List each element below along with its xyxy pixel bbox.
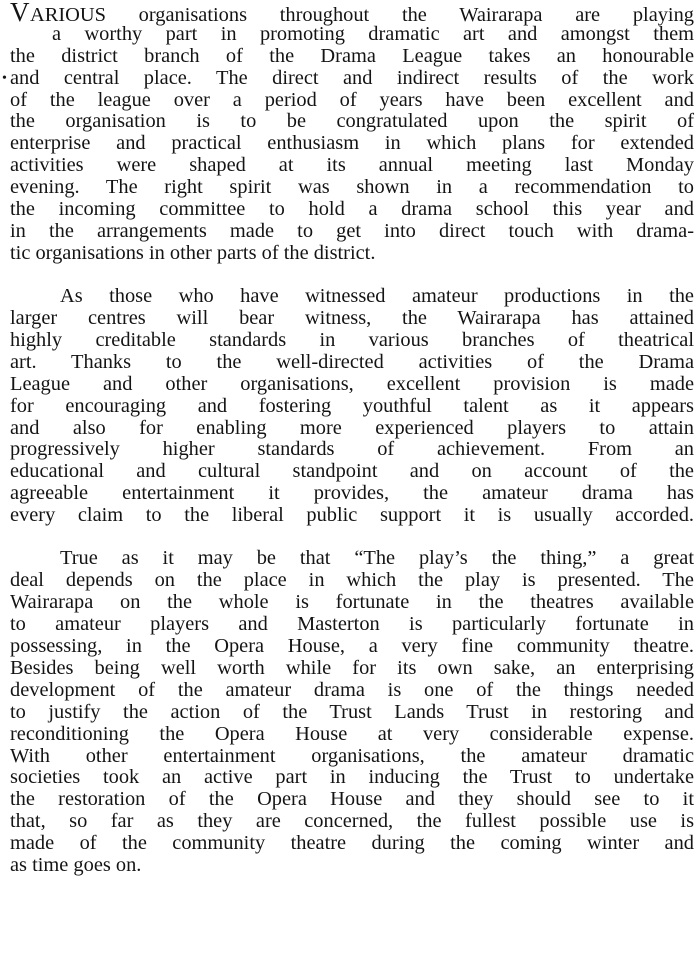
article-line: a worthy part in promoting dramatic art and amongst them [52, 22, 694, 45]
article-line: to amateur players and Masterton is particularly fortunate in [10, 613, 694, 636]
article-line: As those who have witnessed amateur productions in the [60, 285, 694, 308]
article-line: possessing, in the Opera House, a very fine community theatre. [10, 635, 694, 658]
article-line: the district branch of the Drama League takes an honourable [10, 44, 694, 67]
article-line: tic organisations in other parts of the district. [10, 241, 376, 264]
article-line: activities were shaped at its annual meeting last Monday [10, 154, 694, 177]
newspaper-article [2, 0, 694, 898]
article-line: reconditioning the Opera House at very considerable expense. [10, 722, 694, 745]
article-line: in the arrangements made to get into direct touch with drama- [10, 219, 694, 242]
article-line: every claim to the liberal public support it is usually accorded. [10, 504, 694, 527]
article-line: Besides being well worth while for its own sake, an enterprising [10, 656, 694, 679]
article-line: progressively higher standards of achievement. From an [10, 438, 694, 461]
article-line: Wairarapa on the whole is fortunate in the theatres available [10, 591, 694, 614]
article-line: the organisation is to be congratulated upon the spirit of [10, 110, 694, 133]
article-line: for encouraging and fostering youthful talent as it appears [10, 394, 694, 417]
article-line: evening. The right spirit was shown in a recommendation to [10, 176, 694, 199]
paragraph-2 [10, 286, 694, 527]
article-line: True as it may be that “The play’s the thing,” a great [60, 547, 694, 570]
article-line: societies took an active part in inducing the Trust to undertake [10, 766, 694, 789]
article-line: made of the community theatre during the coming winter and [10, 832, 694, 855]
article-line: of the league over a period of years have been excellent and [10, 88, 694, 111]
article-line: that, so far as they are concerned, the fullest possible use is [10, 810, 694, 833]
margin-mark-icon: • [2, 71, 7, 86]
article-line: enterprise and practical enthusiasm in which plans for extended [10, 132, 694, 155]
article-line: and central place. The direct and indirect results of the work [10, 66, 694, 89]
drop-cap: V [10, 0, 30, 27]
article-line: the incoming committee to hold a drama school this year and [10, 198, 694, 221]
article-line: art. Thanks to the well-directed activities of the Drama [10, 350, 694, 373]
article-line: larger centres will bear witness, the Wairarapa has attained [10, 307, 694, 330]
article-line: as time goes on. [10, 853, 142, 876]
article-line: to justify the action of the Trust Lands Trust in restoring and [10, 700, 694, 723]
article-line: With other entertainment organisations, the amateur dramatic [10, 744, 694, 767]
paragraph-3 [10, 548, 694, 876]
article-line: the restoration of the Opera House and they should see to it [10, 788, 694, 811]
article-line: highly creditable standards in various branches of theatrical [10, 328, 694, 351]
article-line: agreeable entertainment it provides, the amateur drama has [10, 482, 694, 505]
article-line: educational and cultural standpoint and on account of the [10, 460, 694, 483]
first-line-text: ARIOUS organisations throughout the Wairarapa are playing [30, 4, 694, 26]
article-line: League and other organisations, excellent provision is made [10, 372, 694, 395]
article-line [10, 0, 694, 27]
article-line: and also for enabling more experienced players to attain [10, 416, 694, 439]
article-line: deal depends on the place in which the play is presented. The [10, 569, 694, 592]
paragraph-1 [10, 2, 694, 265]
article-line: development of the amateur drama is one of the things needed [10, 678, 694, 701]
